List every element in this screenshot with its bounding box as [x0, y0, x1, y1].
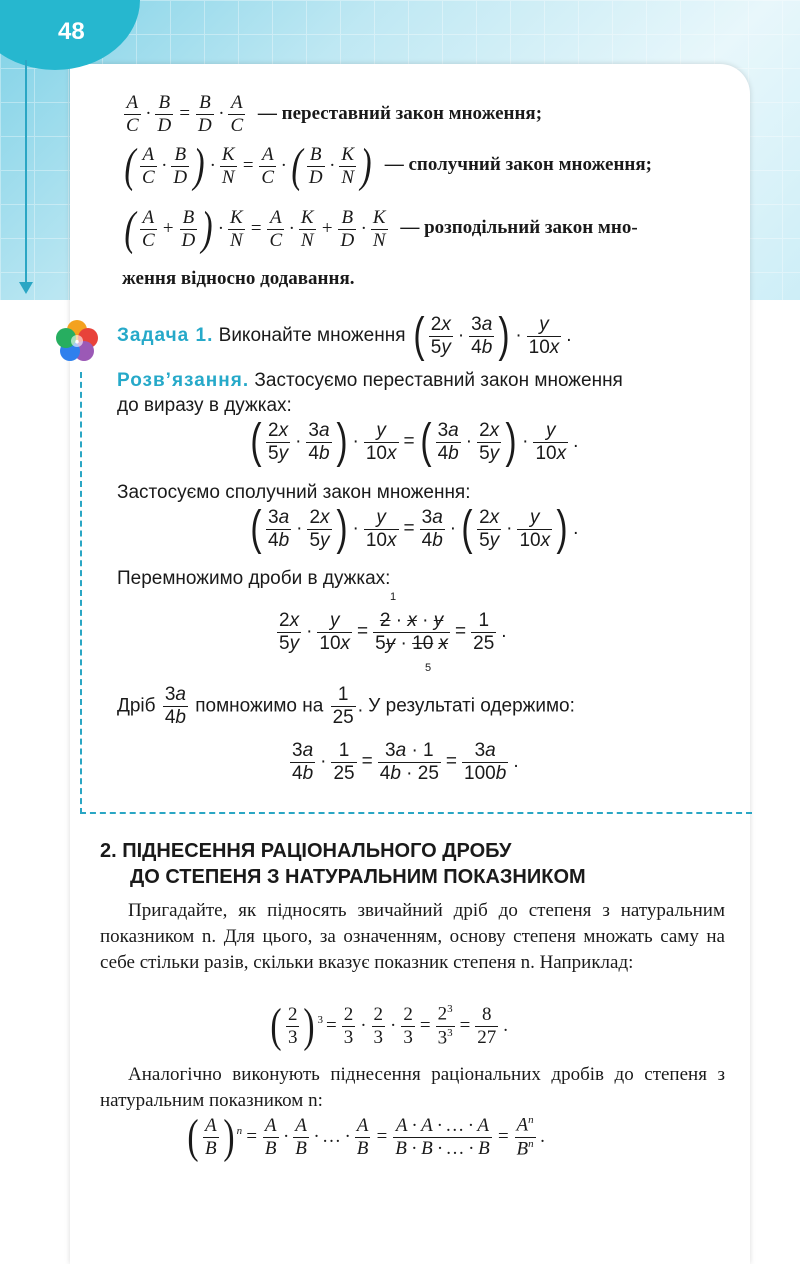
section-title-1: 2. ПІДНЕСЕННЯ РАЦІОНАЛЬНОГО ДРОБУ: [100, 840, 512, 862]
arrow-down-icon: [19, 282, 33, 294]
equation-4: $\frac{3a}{4b}$ · $\frac{1}{25}$ = $\frac{3a \cdot 1}{4b \cdot 25}$ = $\frac{3a}{100b}$ .: [292, 740, 519, 784]
solution-text: Застосуємо переставний закон множення: [254, 370, 623, 391]
task-title: Задача 1.: [117, 325, 214, 347]
law-associative: ( $\frac{A}{C}$ · $\frac{B}{D}$ ) · $\frac{K}{N}$ = $\frac{A}{C}$ · ( $\frac{B}{D}$ · $\frac{K}{N}$ ) — сполучний закон множення;: [124, 139, 652, 192]
step-4-text-a: Дріб: [117, 695, 156, 717]
solution-intro: [117, 370, 623, 392]
cancel-mark-5: 5: [425, 662, 432, 674]
step-4-text-c: . У результаті одержимо:: [357, 695, 575, 717]
law-commutative-label: — переставний закон множення;: [257, 102, 543, 124]
equation-5: ( $\frac{2}{3}$ ) $^3$ = $\frac{2}{3}$ · $\frac{2}{3}$ · $\frac{2}{3}$ = $\frac{2^3}{3^3}$ = $\frac{8}{27}$ .: [270, 999, 509, 1052]
paragraph-2: Аналогічно виконують піднесення раціональних дробів до степеня з натуральним показником n:: [100, 1064, 725, 1111]
cancel-mark-1: 1: [390, 591, 397, 603]
task-1: Задача 1. Виконайте множення ( $\frac{2x}{5y}$ · $\frac{3a}{4b}$ ) · $\frac{y}{10x}$ .: [117, 309, 572, 362]
step-4: Дріб $\frac{3a}{4b}$ помножимо на $\frac{1}{25}$ . У результаті одержимо:: [117, 684, 575, 728]
step-2-text: Застосуємо сполучний закон множення:: [117, 482, 471, 503]
step-3-text: Перемножимо дроби в дужках:: [117, 568, 391, 589]
equation-3: $\frac{2x}{5y}$ · $\frac{y}{10x}$ = $\frac{2 \cdot x \cdot y}{5y \cdot 10 x}$ = $\frac{1}{25}$ .: [279, 610, 507, 654]
task-text: Виконайте множення: [218, 325, 406, 347]
step-4-text-b: помножимо на: [195, 695, 324, 717]
law-associative-label: — сполучний закон множення;: [384, 154, 652, 176]
solution-title: Розв’язання.: [117, 370, 250, 391]
law-commutative: $\frac{A}{C}$ · $\frac{B}{D}$ = $\frac{B}{D}$ · $\frac{A}{C}$ — переставний закон множення;: [126, 92, 543, 136]
page-number: 48: [58, 18, 85, 45]
margin-line: [25, 60, 27, 285]
flower-icon: [52, 316, 102, 366]
paragraph-1: Пригадайте, як підносять звичайний дріб до степеня з натуральним показником n. Для цього, за означенням, основу степеня множать саму на себе стільки разів, скільки вказує показник степеня n. Наприклад:: [100, 900, 725, 973]
law-distributive-label-2: ження відносно додавання.: [122, 268, 355, 289]
solution-text-2: до виразу в дужках:: [117, 395, 292, 416]
law-distributive: ( $\frac{A}{C}$ + $\frac{B}{D}$ ) · $\frac{K}{N}$ = $\frac{A}{C}$ · $\frac{K}{N}$ + $\frac{B}{D}$ · $\frac{K}{N}$ — розподільний закон мно-: [124, 202, 638, 255]
section-title-2: ДО СТЕПЕНЯ З НАТУРАЛЬНИМ ПОКАЗНИКОМ: [130, 866, 586, 888]
equation-6: ( $\frac{A}{B}$ ) $^n$ = $\frac{A}{B}$ · $\frac{A}{B}$ · … · $\frac{A}{B}$ = $\frac{A \cdot A \cdot \dots \cdot A}{B \cdot B \cdot \dots \cdot B}$ = $\frac{A^n}{B^n}$ .: [187, 1110, 546, 1163]
law-distributive-label: — розподільний закон мно-: [400, 217, 638, 239]
equation-1: ( $\frac{2x}{5y}$ · $\frac{3a}{4b}$ ) · $\frac{y}{10x}$ = ( $\frac{3a}{4b}$ · $\frac{2x}{5y}$ ) · $\frac{y}{10x}$ .: [250, 415, 579, 468]
equation-2: ( $\frac{3a}{4b}$ · $\frac{2x}{5y}$ ) · $\frac{y}{10x}$ = $\frac{3a}{4b}$ · ( $\frac{2x}{5y}$ · $\frac{y}{10x}$ ) .: [250, 502, 579, 555]
